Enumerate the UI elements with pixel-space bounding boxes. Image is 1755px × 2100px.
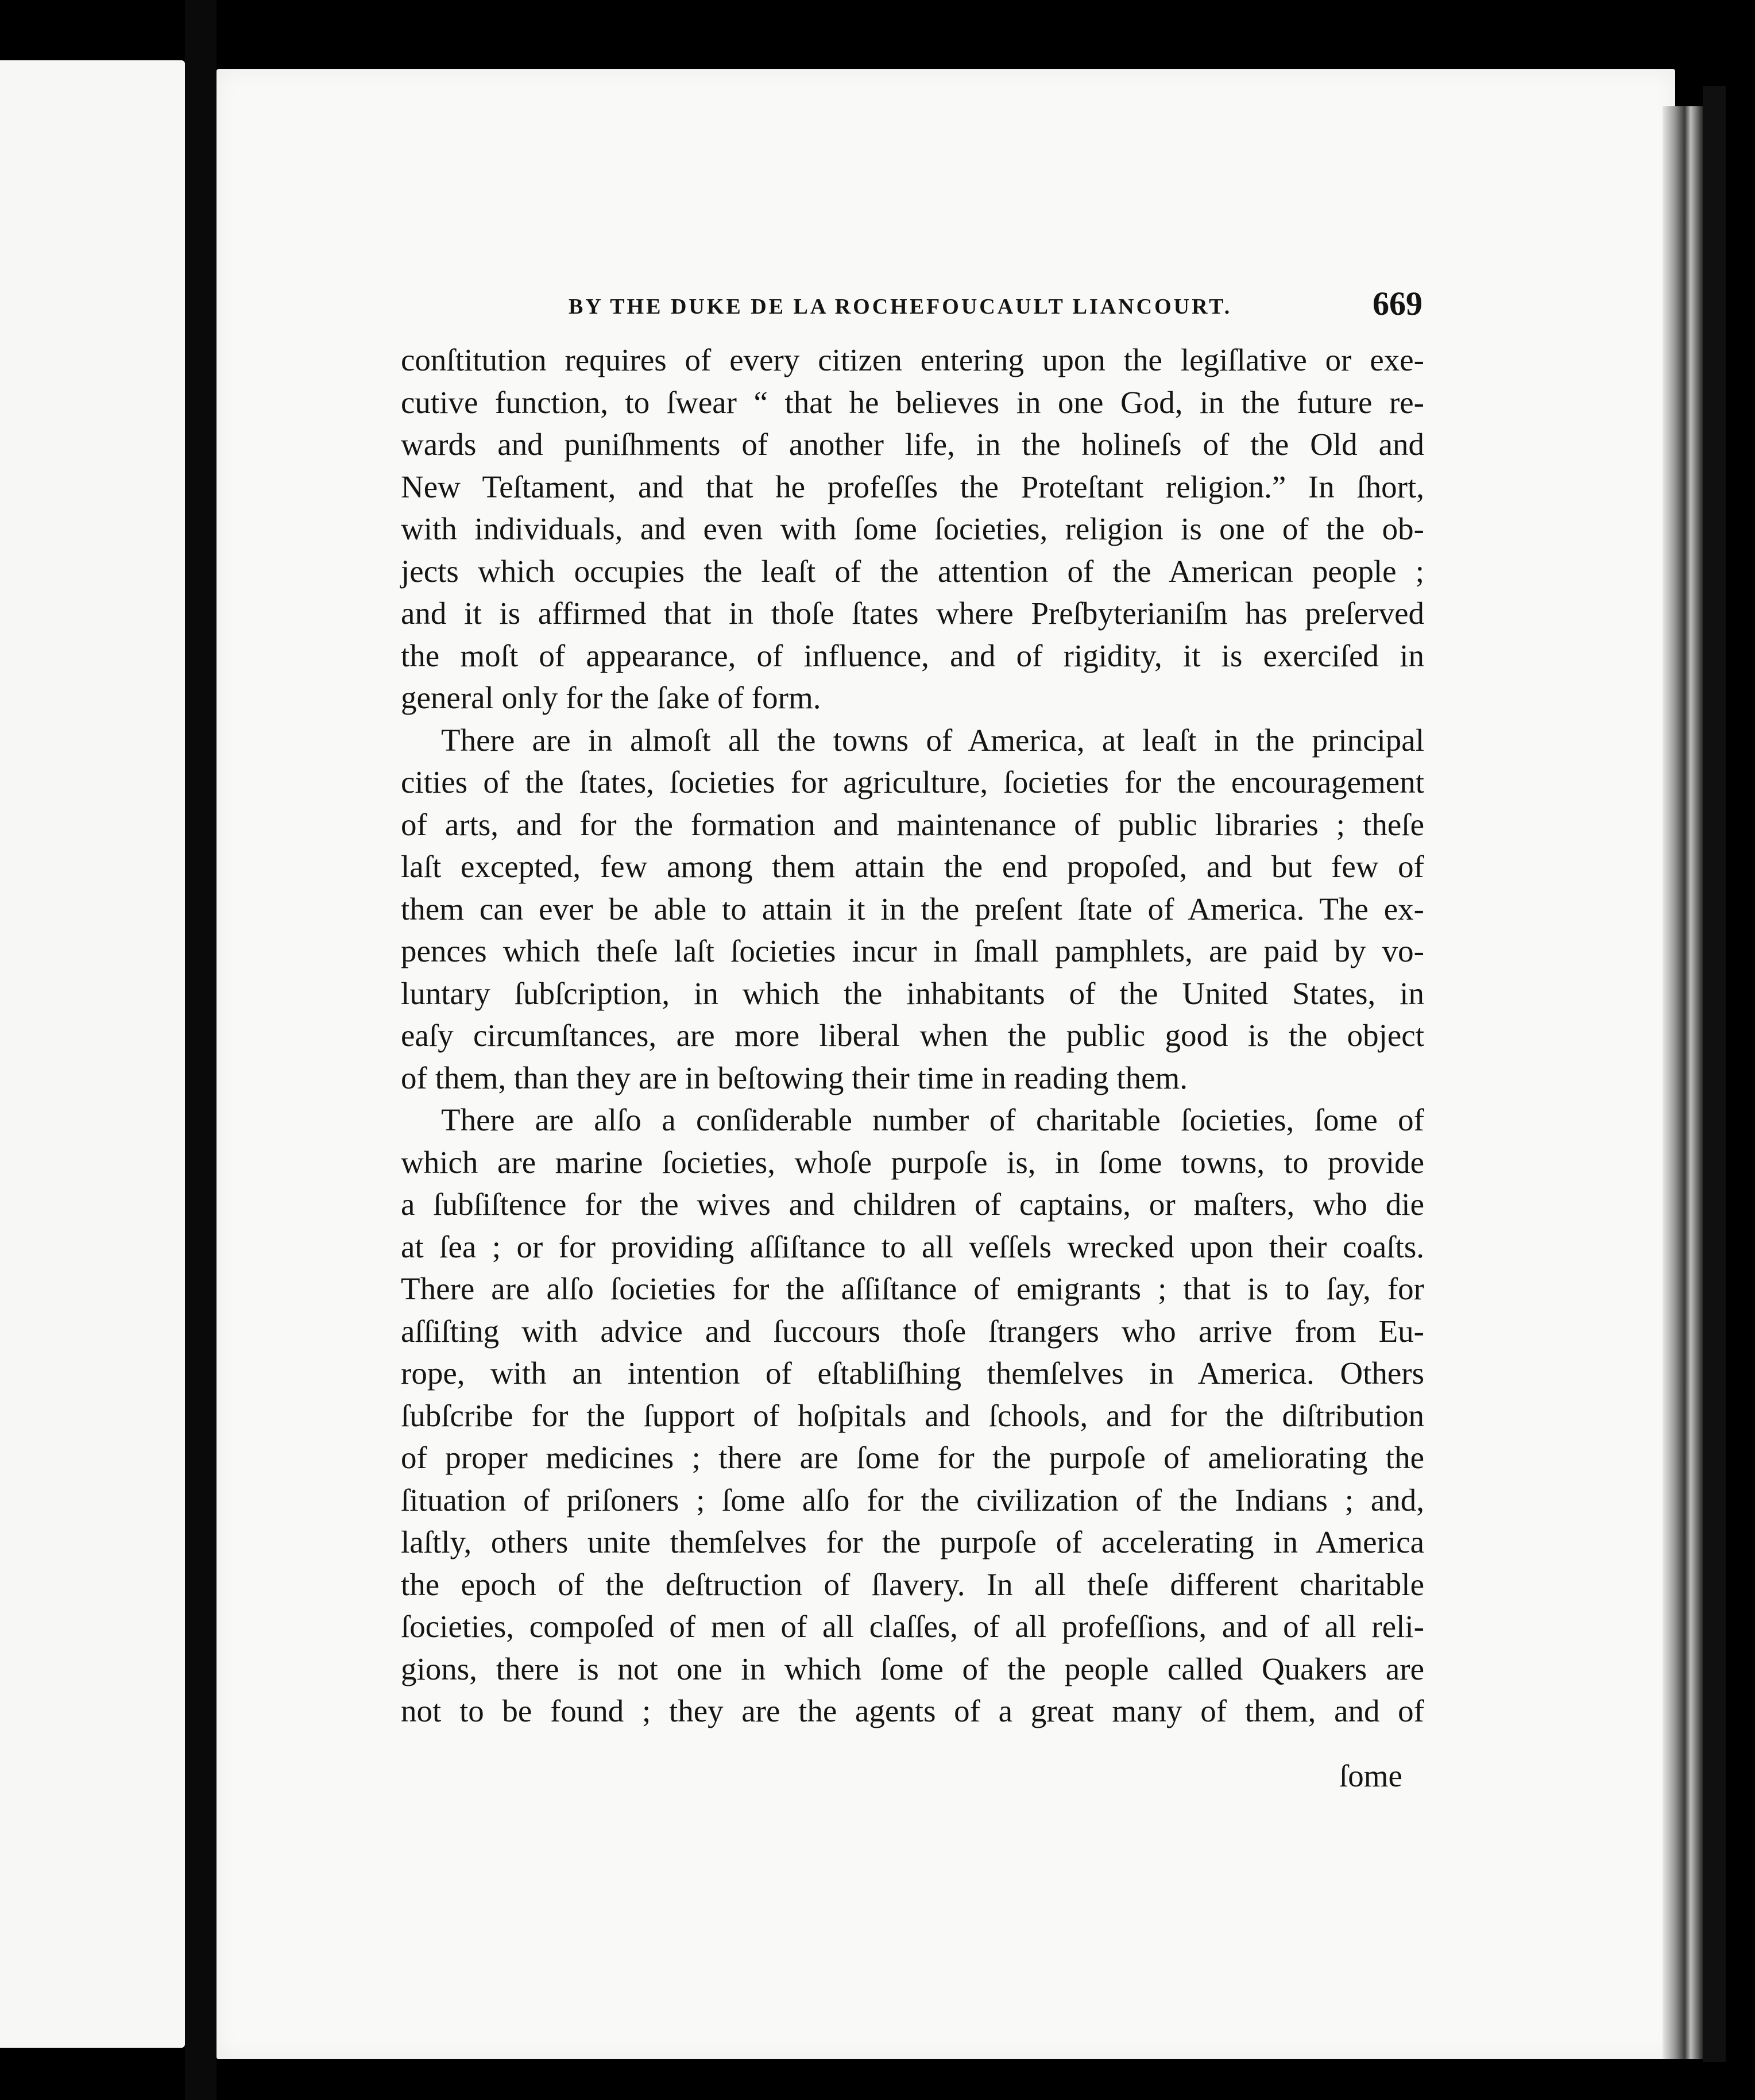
text-line: jects which occupies the leaſt of the attention of the American people ; (401, 553, 1424, 589)
text-line: ſocieties, compoſed of men of all claſſes, of all profeſſions, and of all reli- (401, 1609, 1424, 1644)
text-line: and it is affirmed that in thoſe ſtates where Preſbyterianiſm has preſerved (401, 596, 1424, 631)
text-line: a ſubſiſtence for the wives and children of captains, or maſters, who die (401, 1187, 1424, 1222)
text-line: of them, than they are in beſtowing their time in reading them. (401, 1060, 1188, 1095)
text-line: gions, there is not one in which ſome of the people called Quakers are (401, 1651, 1424, 1686)
text-line: laſtly, others unite themſelves for the purpoſe of accelerating in America (401, 1524, 1424, 1559)
text-line: of proper medicines ; there are ſome for the purpoſe of ameliorating the (401, 1440, 1424, 1475)
text-line: the epoch of the deſtruction of ſlavery. In all theſe different charitable (401, 1566, 1424, 1602)
text-line: eaſy circumſtances, are more liberal when the public good is the object (401, 1018, 1424, 1053)
body-text (401, 339, 1424, 1732)
text-line: There are alſo a conſiderable number of charitable ſocieties, ſome of (441, 1102, 1424, 1137)
text-line: of arts, and for the formation and maintenance of public libraries ; theſe (401, 806, 1424, 842)
book-gutter (185, 0, 217, 2100)
running-head: BY THE DUKE DE LA ROCHEFOUCAULT LIANCOURT. (569, 295, 1232, 319)
text-line: cutive function, to ſwear “ that he believes in one God, in the future re- (401, 384, 1424, 420)
text-line: conſtitution requires of every citizen entering upon the legiſlative or exe- (401, 342, 1424, 377)
text-line: pences which theſe laſt ſocieties incur in ſmall pamphlets, are paid by vo- (401, 933, 1424, 968)
text-line: laſt excepted, few among them attain the end propoſed, and but few of (401, 849, 1424, 884)
text-line: general only for the ſake of form. (401, 680, 821, 715)
text-line: ſituation of priſoners ; ſome alſo for the civilization of the Indians ; and, (401, 1482, 1424, 1518)
page-number: 669 (1373, 285, 1422, 322)
text-line: them can ever be able to attain it in the preſent ſtate of America. The ex- (401, 891, 1424, 927)
text-line: wards and puniſhments of another life, in the holineſs of the Old and (401, 427, 1424, 462)
text-line: which are marine ſocieties, whoſe purpoſe is, in ſome towns, to provide (401, 1144, 1424, 1180)
catchword: ſome (1339, 1758, 1402, 1793)
text-line: ſubſcribe for the ſupport of hoſpitals and ſchools, and for the diſtribution (401, 1398, 1424, 1433)
text-line: aſſiſting with advice and ſuccours thoſe ſtrangers who arrive from Eu- (401, 1313, 1424, 1349)
text-line: cities of the ſtates, ſocieties for agriculture, ſocieties for the encouragement (401, 765, 1424, 800)
text-line: luntary ſubſcription, in which the inhabitants of the United States, in (401, 975, 1424, 1011)
page-stack-edge (1663, 106, 1703, 2059)
text-line: not to be found ; they are the agents of a great many of them, and of (401, 1693, 1424, 1728)
text-line: There are in almoſt all the towns of America, at leaſt in the principal (441, 722, 1424, 758)
text-line: at ſea ; or for providing aſſiſtance to all veſſels wrecked upon their coaſts. (401, 1229, 1424, 1264)
text-line: rope, with an intention of eſtabliſhing themſelves in America. Others (401, 1356, 1424, 1391)
text-line: with individuals, and even with ſome ſocieties, religion is one of the ob- (401, 511, 1424, 546)
facing-page-edge (0, 60, 185, 2048)
text-line: the moſt of appearance, of influence, and of rigidity, it is exerciſed in (401, 638, 1424, 673)
page-stack-shadow (1703, 86, 1726, 2062)
text-line: There are alſo ſocieties for the aſſiſtance of emigrants ; that is to ſay, for (401, 1271, 1424, 1306)
text-line: New Teſtament, and that he profeſſes the Proteſtant religion.” In ſhort, (401, 469, 1424, 504)
